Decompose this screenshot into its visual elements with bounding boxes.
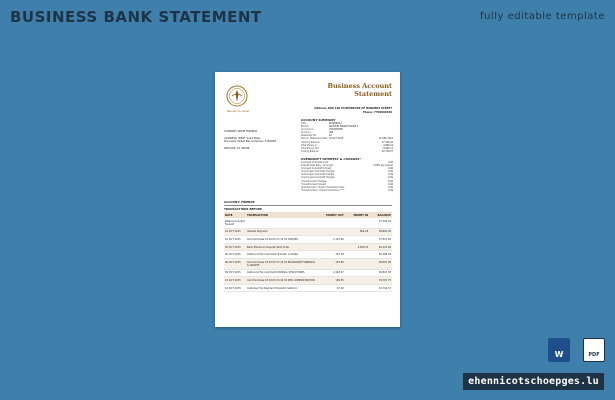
overdraft-value: 0.00 (388, 179, 393, 183)
table-row (224, 228, 392, 236)
overdraft-value: 0.00 (388, 170, 393, 174)
overdraft-heading: OVERDRAFT INTEREST & CHARGES* (301, 156, 361, 161)
overdraft-value: 0.00 (388, 167, 393, 171)
table-row (224, 251, 392, 259)
summary-value: CROCKET BRANCH BANK 3 (329, 125, 359, 129)
overdraft-value: 0.00 (388, 188, 393, 192)
account-label: ACCOUNT: FIREBOX (224, 200, 255, 204)
summary-row (301, 150, 393, 153)
summary-value (329, 150, 371, 153)
cell-desc: Card Purchase 03 04:03 23 19 32 INSURANCE FUNERALS & GRANTS (246, 258, 316, 269)
cell-bal: 40,123.60 (369, 243, 392, 251)
cell-out (316, 218, 345, 228)
overdraft-key: *Unauthorised / Unpaid Transaction *** (301, 188, 344, 192)
summary-key: Currency (301, 131, 311, 135)
cell-date: 09 OCT 2015 (224, 269, 246, 277)
cell-in (345, 258, 369, 269)
cell-date: Balance brought forward (224, 218, 246, 228)
cell-out: 2,163.27 (316, 269, 345, 277)
summary-value-2: 9,867.11 (383, 146, 393, 150)
table-row (224, 284, 392, 292)
summary-value-2: 4,860.24 (383, 143, 393, 147)
cell-desc: Bank Electronic Deposit Valid Code (246, 243, 316, 251)
cell-out (316, 228, 345, 236)
summary-key: Opening Balance (301, 140, 320, 144)
bank-logo-icon (225, 84, 249, 110)
overdraft-key: Interest Rate Rate - Arranged (301, 164, 334, 168)
overdraft-key: *Unauthorised Charges (301, 179, 327, 183)
account-label-block (224, 200, 392, 211)
cell-in (345, 269, 369, 277)
statement-title: Business Account Statement (327, 82, 392, 98)
summary-value: 01 OCT 2015 (329, 137, 344, 141)
summary-value: LBP (329, 131, 334, 135)
summary-value: BUSINESS A (329, 122, 343, 125)
pdf-file-icon[interactable]: PDF (583, 338, 605, 362)
statement-preview (215, 72, 400, 327)
cell-out: 133.80 (316, 258, 345, 269)
cell-bal: 38,626.36 (369, 228, 392, 236)
cell-bal: 38,010.95 (369, 258, 392, 269)
cell-in (345, 284, 369, 292)
summary-value-2: 32,719.57 (381, 149, 393, 153)
cell-date: 01 OCT 2015 (224, 236, 246, 244)
cell-date: 10 OCT 2015 (224, 277, 246, 285)
cell-date: 05 OCT 2015 (224, 243, 246, 251)
col-transaction: TRANSACTION (246, 212, 316, 218)
transactions-table (224, 212, 392, 292)
cell-date: 14 OCT 2015 (224, 284, 246, 292)
cell-out: 197.38 (316, 251, 345, 259)
overdraft-key: Unarranged Overdraft Charges (301, 170, 335, 174)
page-title: BUSINESS BANK STATEMENT (10, 8, 262, 26)
col-money-in: MONEY IN (345, 212, 369, 218)
transactions-label: TRANSACTIONS BEFORE (224, 207, 262, 211)
table-row (224, 218, 392, 228)
logo-caption: Banque du Liban (226, 110, 250, 113)
cell-out (316, 243, 345, 251)
cell-in: 864.26 (345, 228, 369, 236)
cell-desc (246, 218, 316, 228)
cell-bal: 37,513.56 (369, 236, 392, 244)
overdraft-key: Arranged Overdraft Limit (301, 160, 329, 164)
account-summary (301, 118, 393, 192)
table-row (224, 236, 392, 244)
summary-key: Total Money In (301, 143, 317, 147)
summary-key: Branch (301, 125, 309, 129)
summary-key: Period / Statement Date (301, 137, 328, 141)
cell-desc: Customer Fax Payment Proxentix Sellhold (246, 284, 316, 292)
page-subtitle: fully editable template (480, 11, 605, 22)
cell-bal: 36,813.38 (369, 269, 392, 277)
table-row (224, 243, 392, 251)
cell-out: 1,112.80 (316, 236, 345, 244)
overdraft-value: 0.00% per annum (373, 164, 393, 168)
summary-key: Title (301, 122, 306, 125)
table-row (224, 258, 392, 269)
summary-value-2: 37,726.44 (381, 140, 393, 144)
summary-key: Account no (301, 128, 314, 132)
overdraft-value: 0.00 (388, 176, 393, 180)
brand-banner: ehennicotschoepges.lu (463, 373, 604, 390)
cell-out: 97.20 (316, 284, 345, 292)
summary-key: Statement No (301, 134, 317, 138)
cell-desc: Card Purchase 03 04:03 23 19 32 DELI ADMINISTRATION (246, 277, 316, 285)
table-row (224, 277, 392, 285)
cell-in (345, 251, 369, 259)
bank-address: Address: RUE 168 ST-EPEREUSE OF BANDERS STREET Phone: 7790890430 (314, 107, 392, 114)
summary-value: 0134006785 (329, 128, 343, 132)
cell-bal: 33,767.75 (369, 277, 392, 285)
summary-value: 42 (329, 134, 332, 138)
overdraft-key: Unauthorised / Unpaid Transaction Fees (301, 185, 345, 189)
overdraft-key: Unarranged Overdraft Charges (301, 176, 335, 180)
cell-bal: 40,286.94 (369, 251, 392, 259)
overdraft-value: 0.00 (388, 185, 393, 189)
overdraft-key: Arranged Overdraft Interest (301, 167, 332, 171)
cell-date: 01 OCT 2015 (224, 228, 246, 236)
table-row (224, 269, 392, 277)
overdraft-key: Unarranged Overdraft Interest (301, 173, 335, 177)
cell-in (345, 277, 369, 285)
overdraft-value: 0.00 (388, 182, 393, 186)
cell-bal: 32,719.57 (369, 284, 392, 292)
summary-value-2: 31 DEC 2015 (378, 137, 393, 141)
col-date: DATE (224, 212, 246, 218)
cell-date: 06 OCT 2015 (224, 251, 246, 259)
cell-desc: Interest Payment (246, 228, 316, 236)
cell-in (345, 218, 369, 228)
cell-desc: Card Purchase 01 04:03 23 19 32 STAPLES (246, 236, 316, 244)
col-balance: BALANCE (369, 212, 392, 218)
cell-out: 109.55 (316, 277, 345, 285)
overdraft-value: 0.00 (388, 173, 393, 177)
overdraft-row (301, 189, 393, 192)
cell-in: 2,309.72 (345, 243, 369, 251)
cell-desc: Outbound Fax Automatic PAYROLL STRUCTURES (246, 269, 316, 277)
cell-bal: 37,726.44 (369, 218, 392, 228)
overdraft-key: *Unauthorised Interest (301, 182, 326, 186)
word-file-icon[interactable]: W (548, 338, 570, 362)
cell-in (345, 236, 369, 244)
summary-key: Closing Balance (301, 149, 319, 153)
summary-key: Total Money Out (301, 146, 319, 150)
overdraft-section (301, 157, 393, 192)
customer-block: COMPANY NAME FIREBOX ADDRESS: WEST Saint Peter, Princesse Street Bas Andersen 7784958 ZIPCODE, EL 44086 (224, 130, 277, 150)
overdraft-value: 0.00 (388, 160, 393, 164)
cell-desc: Outbound Fax Automatic Transfer Luckette (246, 251, 316, 259)
col-money-out: MONEY OUT (316, 212, 345, 218)
cell-date: 06 OCT 2015 (224, 258, 246, 269)
summary-heading: ACCOUNT SUMMARY (301, 118, 336, 122)
